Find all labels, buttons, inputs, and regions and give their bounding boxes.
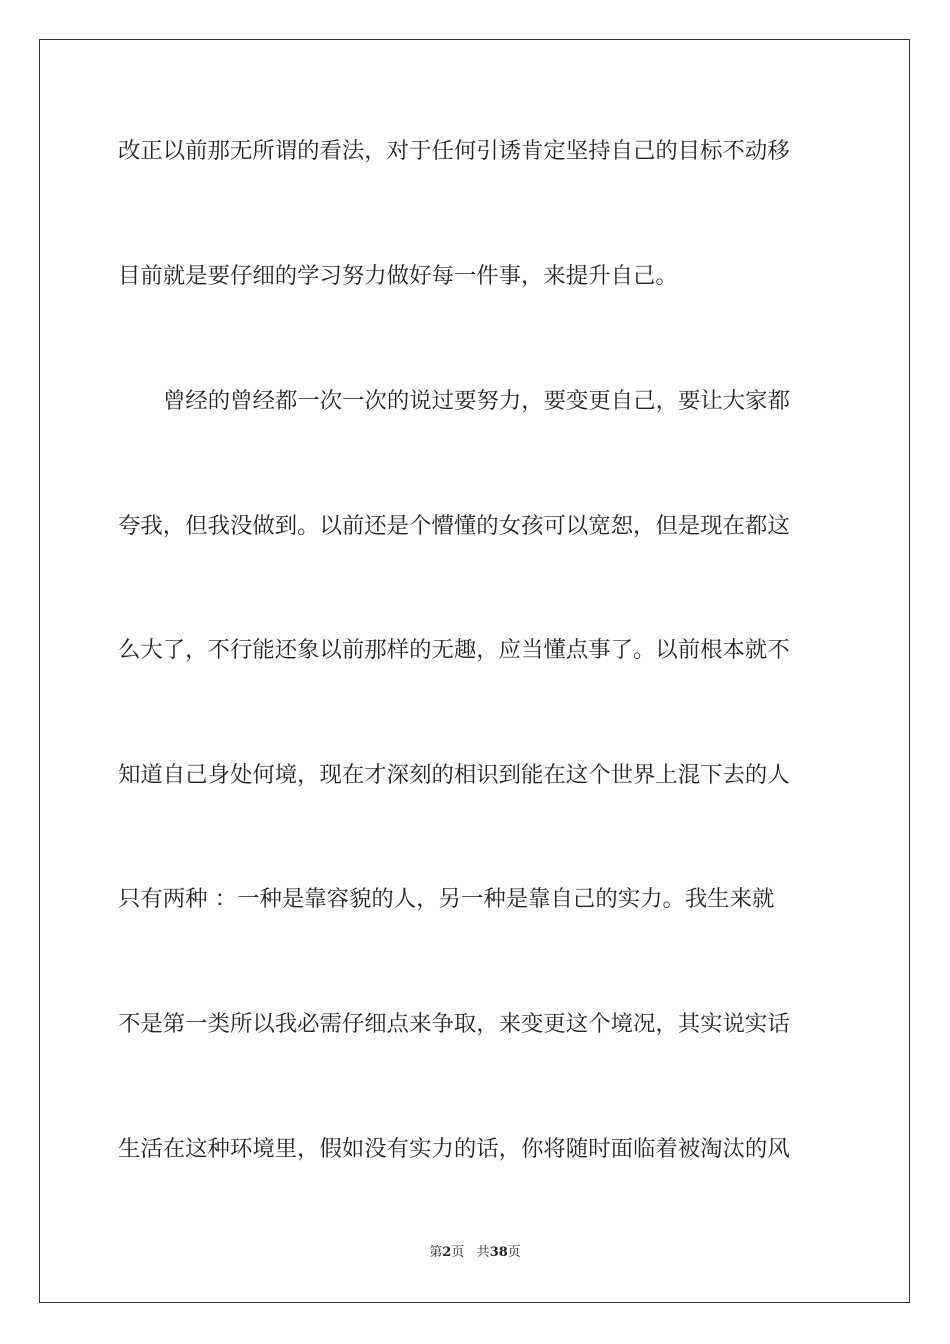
body-line-2: 目前就是要仔细的学习努力做好每一件事，来提升自己。 (118, 263, 678, 289)
body-line-1: 改正以前那无所谓的看法，对于任何引诱肯定坚持自己的目标不动移 (118, 138, 790, 164)
total-prefix: 共 (476, 1245, 490, 1260)
page-prefix: 第 (429, 1245, 443, 1260)
body-line-8: 不是第一类所以我必需仔细点来争取，来变更这个境况，其实说实话 (118, 1011, 790, 1037)
body-line-4: 夸我，但我没做到。以前还是个懵懂的女孩可以宽恕，但是现在都这 (118, 513, 790, 539)
page-total: 38 (489, 1245, 508, 1260)
body-line-9: 生活在这种环境里，假如没有实力的话，你将随时面临着被淘汰的风 (118, 1136, 790, 1162)
total-suffix: 页 (507, 1245, 521, 1260)
body-line-7: 只有两种 ：一种是靠容貌的人，另一种是靠自己的实力。我生来就 (118, 886, 775, 912)
body-line-5: 么大了，不行能还象以前那样的无趣，应当懂点事了。以前根本就不 (118, 637, 790, 663)
page-border (39, 39, 910, 1303)
body-line-6: 知道自己身处何境，现在才深刻的相识到能在这个世界上混下去的人 (118, 762, 790, 788)
page-number: 2 (442, 1245, 452, 1260)
page-footer (0, 1245, 950, 1261)
page-suffix: 页 (451, 1245, 465, 1260)
body-line-3: 曾经的曾经都一次一次的说过要努力，要变更自己，要让大家都 (163, 388, 790, 414)
